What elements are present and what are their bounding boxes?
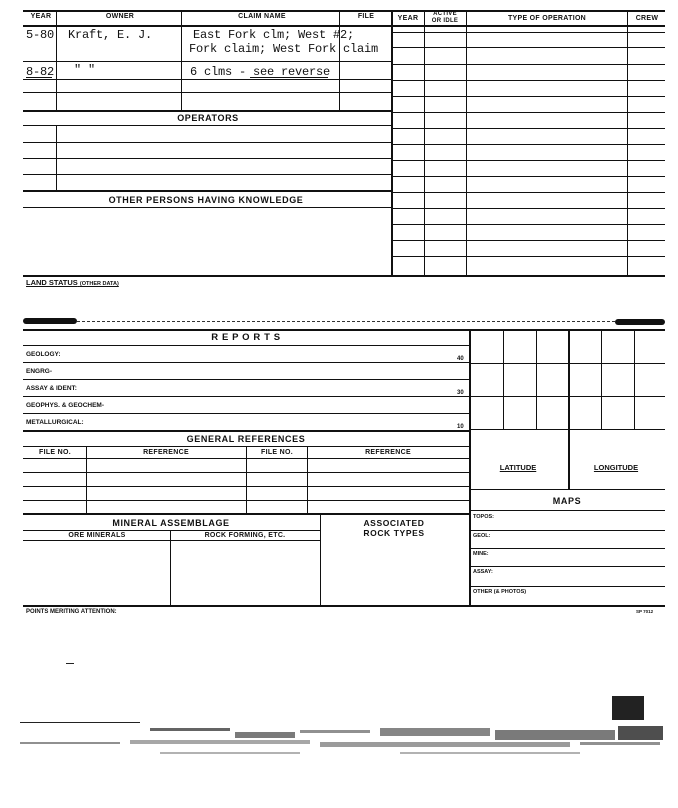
rock-forming-header: ROCK FORMING, ETC. [204, 532, 286, 539]
land-status-title: LAND STATUS (OTHER DATA) [26, 278, 119, 287]
claim-row-1-owner: Kraft, E. J. [68, 28, 153, 42]
points-meriting-label: POINTS MERITING ATTENTION: [26, 609, 117, 615]
general-references-title: GENERAL REFERENCES [186, 434, 306, 444]
map-topos: TOPOS: [473, 514, 494, 520]
form-number: SP 7012 [636, 609, 654, 614]
ref-header-file2: FILE NO. [261, 449, 293, 456]
map-other: OTHER (& PHOTOS) [473, 589, 527, 595]
col-header-file: FILE [357, 13, 375, 20]
col-header-claim-name: CLAIM NAME [238, 13, 286, 20]
claim-row-1-name-line1: East Fork clm; West #2; [193, 28, 355, 42]
maps-title: MAPS [552, 496, 582, 506]
ops-header-type: TYPE OF OPERATION [507, 15, 587, 22]
associated-rock-line2: ROCK TYPES [363, 528, 425, 538]
separator-bar-right [615, 319, 665, 325]
report-assay: ASSAY & IDENT: [26, 385, 77, 392]
claim-row-2-year: 8-82 [26, 65, 55, 79]
ops-header-idle: OR IDLE [431, 18, 459, 24]
ops-header-year: YEAR [397, 15, 419, 22]
ref-header-ref2: REFERENCE [365, 449, 411, 456]
col-header-owner: OWNER [105, 13, 135, 20]
report-engrg: ENGRG- [26, 368, 52, 375]
ore-minerals-header: ORE MINERALS [68, 532, 126, 539]
report-geophys: GEOPHYS. & GEOCHEM- [26, 402, 105, 409]
longitude-label: LONGITUDE [593, 463, 639, 472]
report-metallurgical-num: 10 [457, 424, 464, 430]
reports-title: R E P O R T S [211, 332, 281, 343]
claim-row-1-name-line2: Fork claim; West Fork claim [189, 42, 379, 56]
knowledge-title: OTHER PERSONS HAVING KNOWLEDGE [108, 195, 304, 205]
report-geology-num: 40 [457, 356, 464, 362]
ops-header-active: ACTIVE [433, 11, 457, 17]
report-assay-num: 30 [457, 390, 464, 396]
associated-rock-line1: ASSOCIATED [363, 518, 425, 528]
ref-header-ref1: REFERENCE [143, 449, 189, 456]
ops-header-crew: CREW [635, 15, 659, 22]
report-metallurgical: METALLURGICAL: [26, 419, 84, 426]
claim-row-1-year: 5-80 [26, 28, 55, 42]
mineral-title: MINERAL ASSEMBLAGE [112, 518, 230, 528]
map-assay: ASSAY: [473, 569, 493, 575]
latitude-label: LATITUDE [499, 463, 537, 472]
col-header-year: YEAR [30, 13, 52, 20]
separator-bar-left [23, 318, 77, 324]
operators-title: OPERATORS [177, 113, 239, 123]
claim-row-2-owner: " " [74, 63, 96, 77]
map-mine: MINE: [473, 551, 489, 557]
map-geol: GEOL: [473, 533, 491, 539]
report-geology: GEOLOGY: [26, 351, 61, 358]
claim-row-2-name: 6 clms - see reverse [190, 65, 331, 79]
ref-header-file1: FILE NO. [39, 449, 71, 456]
